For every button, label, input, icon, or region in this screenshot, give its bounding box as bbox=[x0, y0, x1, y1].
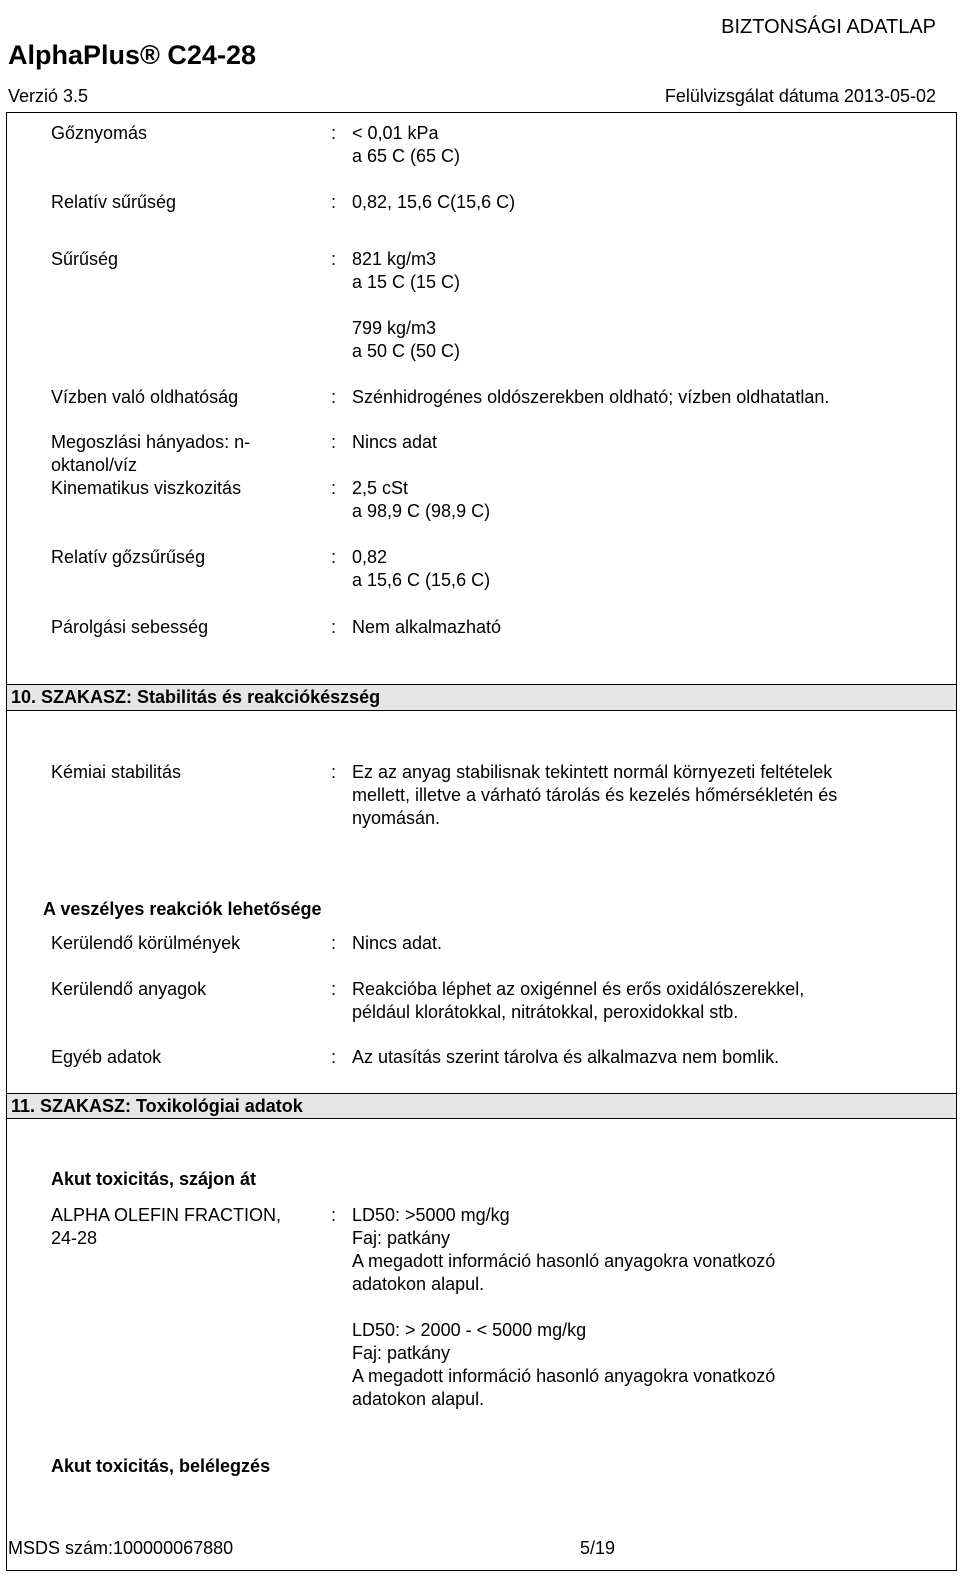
conditions-to-avoid-value: Nincs adat. bbox=[352, 933, 443, 953]
water-solubility-label: Vízben való oldhatóság bbox=[51, 387, 239, 407]
page-number: 5/19 bbox=[580, 1538, 616, 1558]
chemical-stability-line2: mellett, illetve a várható tárolás és kezelés hőmérsékletén és bbox=[352, 785, 838, 805]
divider bbox=[6, 710, 957, 711]
section10-band bbox=[7, 685, 956, 710]
section11-band bbox=[7, 1094, 956, 1118]
separator: : bbox=[331, 123, 337, 143]
separator: : bbox=[331, 478, 337, 498]
materials-to-avoid-line1: Reakcióba léphet az oxigénnel és erős oxidálószerekkel, bbox=[352, 979, 805, 999]
density-condition-2: a 50 C (50 C) bbox=[352, 341, 461, 361]
oral-toxicity-heading: Akut toxicitás, szájon át bbox=[51, 1169, 257, 1189]
partition-label-line2: oktanol/víz bbox=[51, 455, 138, 475]
vapor-pressure-condition: a 65 C (65 C) bbox=[352, 146, 461, 166]
relative-density-value: 0,82, 15,6 C(15,6 C) bbox=[352, 192, 516, 212]
divider bbox=[6, 1118, 957, 1119]
revision-date: Felülvizsgálat dátuma 2013-05-02 bbox=[664, 86, 936, 106]
relative-density-label: Relatív sűrűség bbox=[51, 192, 177, 212]
vapor-density-value: 0,82 bbox=[352, 547, 388, 567]
vapor-pressure-value: < 0,01 kPa bbox=[352, 123, 439, 143]
conditions-to-avoid-label: Kerülendő körülmények bbox=[51, 933, 241, 953]
density-value-2: 799 kg/m3 bbox=[352, 318, 437, 338]
chemical-stability-label: Kémiai stabilitás bbox=[51, 762, 182, 782]
kinematic-viscosity-condition: a 98,9 C (98,9 C) bbox=[352, 501, 491, 521]
inhalation-toxicity-heading: Akut toxicitás, belélegzés bbox=[51, 1456, 271, 1476]
chemical-stability-line1: Ez az anyag stabilisnak tekintett normál környezeti feltételek bbox=[352, 762, 833, 782]
separator: : bbox=[331, 1205, 337, 1225]
oral-species-1: Faj: patkány bbox=[352, 1228, 451, 1248]
separator: : bbox=[331, 192, 337, 212]
separator: : bbox=[331, 617, 337, 637]
water-solubility-value: Szénhidrogénes oldószerekben oldható; vízben oldhatatlan. bbox=[352, 387, 830, 407]
product-title: AlphaPlus® C24-28 bbox=[8, 40, 256, 70]
oral-species-2: Faj: patkány bbox=[352, 1343, 451, 1363]
separator: : bbox=[331, 432, 337, 452]
oral-note-1-line1: A megadott információ hasonló anyagokra vonatkozó bbox=[352, 1251, 776, 1271]
oral-note-2-line1: A megadott információ hasonló anyagokra vonatkozó bbox=[352, 1366, 776, 1386]
partition-value: Nincs adat bbox=[352, 432, 438, 452]
materials-to-avoid-line2: például klorátokkal, nitrátokkal, peroxidokkal stb. bbox=[352, 1002, 739, 1022]
vapor-density-label: Relatív gőzsűrűség bbox=[51, 547, 206, 567]
separator: : bbox=[331, 933, 337, 953]
density-condition-1: a 15 C (15 C) bbox=[352, 272, 461, 292]
document-type: BIZTONSÁGI ADATLAP bbox=[721, 16, 936, 38]
separator: : bbox=[331, 762, 337, 782]
kinematic-viscosity-value: 2,5 cSt bbox=[352, 478, 409, 498]
hazardous-reactions-heading: A veszélyes reakciók lehetősége bbox=[43, 899, 322, 919]
oral-ld50-1: LD50: >5000 mg/kg bbox=[352, 1205, 510, 1225]
section11-title: 11. SZAKASZ: Toxikológiai adatok bbox=[11, 1095, 303, 1116]
other-data-label: Egyéb adatok bbox=[51, 1047, 162, 1067]
evaporation-rate-label: Párolgási sebesség bbox=[51, 617, 209, 637]
separator: : bbox=[331, 1047, 337, 1067]
section10-title: 10. SZAKASZ: Stabilitás és reakciókészség bbox=[11, 687, 381, 707]
materials-to-avoid-label: Kerülendő anyagok bbox=[51, 979, 207, 999]
vapor-density-condition: a 15,6 C (15,6 C) bbox=[352, 570, 491, 590]
content-frame bbox=[6, 112, 957, 1571]
kinematic-viscosity-label: Kinematikus viszkozitás bbox=[51, 478, 242, 498]
oral-note-2-line2: adatokon alapul. bbox=[352, 1389, 485, 1409]
vapor-pressure-label: Gőznyomás bbox=[51, 123, 148, 143]
msds-number: MSDS szám:100000067880 bbox=[8, 1538, 234, 1558]
density-label: Sűrűség bbox=[51, 249, 119, 269]
oral-ld50-2: LD50: > 2000 - < 5000 mg/kg bbox=[352, 1320, 587, 1340]
partition-label-line1: Megoszlási hányados: n- bbox=[51, 432, 251, 452]
separator: : bbox=[331, 249, 337, 269]
density-value-1: 821 kg/m3 bbox=[352, 249, 437, 269]
other-data-value: Az utasítás szerint tárolva és alkalmazva nem bomlik. bbox=[352, 1047, 780, 1067]
separator: : bbox=[331, 547, 337, 567]
oral-note-1-line2: adatokon alapul. bbox=[352, 1274, 485, 1294]
substance-label-line2: 24-28 bbox=[51, 1228, 98, 1248]
separator: : bbox=[331, 387, 337, 407]
substance-label-line1: ALPHA OLEFIN FRACTION, bbox=[51, 1205, 282, 1225]
chemical-stability-line3: nyomásán. bbox=[352, 808, 441, 828]
version-label: Verzió 3.5 bbox=[8, 86, 89, 106]
separator: : bbox=[331, 979, 337, 999]
evaporation-rate-value: Nem alkalmazható bbox=[352, 617, 502, 637]
